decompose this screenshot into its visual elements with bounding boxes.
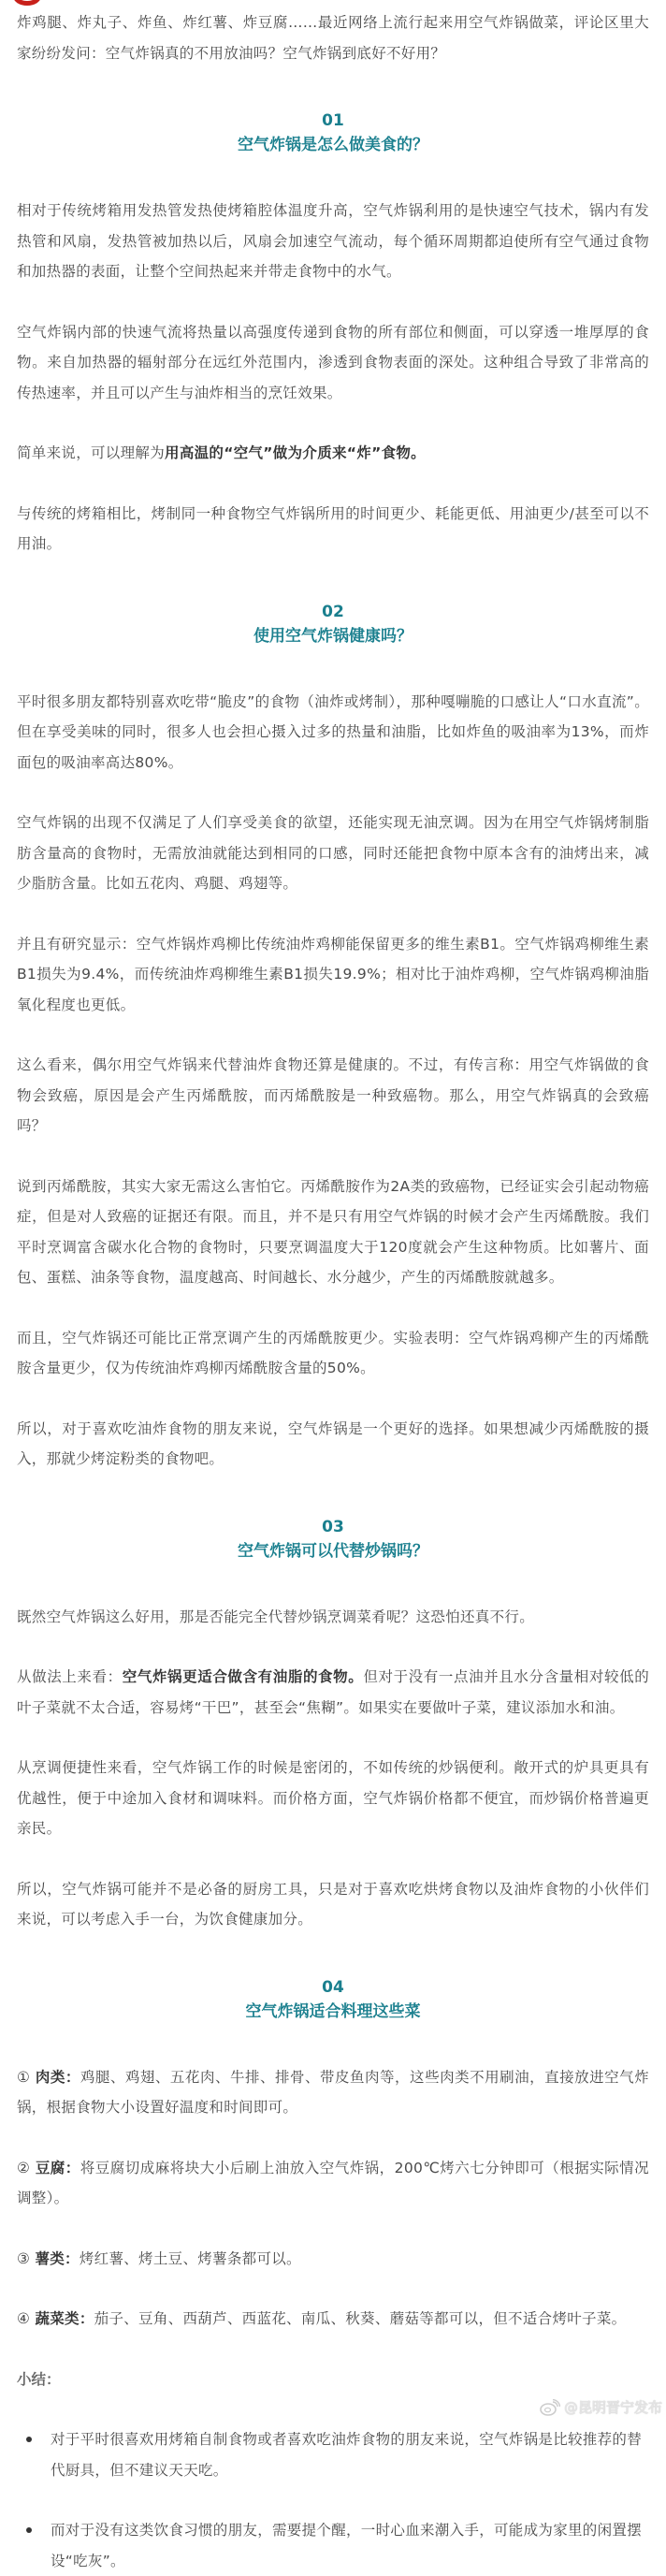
- section-title: 空气炸锅适合料理这些菜: [17, 1999, 649, 2025]
- summary-bullet-item: [17, 2515, 649, 2576]
- food-item-tofu: [17, 2153, 649, 2214]
- section-title: 使用空气炸锅健康吗？: [17, 623, 649, 649]
- paragraph: 所以，对于喜欢吃油炸食物的朋友来说，空气炸锅是一个更好的选择。如果想减少丙烯酰胺的摄入，那就少烤淀粉类的食物吧。: [17, 1414, 649, 1475]
- bold-emphasis: 空气炸锅更适合做含有油脂的食物。: [123, 1668, 364, 1685]
- section-number: 01: [17, 109, 649, 132]
- item-label: 肉类：: [36, 2069, 80, 2086]
- intro-paragraph: 炸鸡腿、炸丸子、炸鱼、炸红薯、炸豆腐……最近网络上流行起来用空气炸锅做菜，评论区里大家纷纷发问：空气炸锅真的不用放油吗？空气炸锅到底好不好用？: [17, 7, 649, 68]
- paragraph: 相对于传统烤箱用发热管发热使烤箱腔体温度升高，空气炸锅利用的是快速空气技术，锅内有发热管和风扇，发热管被加热以后，风扇会加速空气流动，每个循环周期都迫使所有空气通过食物和加热器的表面，让整个空间热起来并带走食物中的水气。: [17, 196, 649, 287]
- section-number: 02: [17, 601, 649, 623]
- item-text: 烤红薯、烤土豆、烤薯条都可以。: [80, 2250, 301, 2267]
- paragraph: 从烹调便捷性来看，空气炸锅工作的时候是密闭的，不如传统的炒锅便利。敞开式的炉具更具有优越性，便于中途加入食材和调味料。而价格方面，空气炸锅价格都不便宜，而炒锅价格普遍更亲民。: [17, 1753, 649, 1844]
- paragraph-simple-explanation: [17, 438, 649, 469]
- section-02: [17, 601, 649, 1475]
- paragraph: 这么看来，偶尔用空气炸锅来代替油炸食物还算是健康的。不过，有传言称：用空气炸锅做的食物会致癌，原因是会产生丙烯酰胺，而丙烯酰胺是一种致癌物。那么，用空气炸锅真的会致癌吗？: [17, 1050, 649, 1142]
- section-number: 03: [17, 1516, 649, 1538]
- paragraph: 并且有研究显示：空气炸锅炸鸡柳比传统油炸鸡柳能保留更多的维生素B1。空气炸锅鸡柳维生素B1损失为9.4%，而传统油炸鸡柳维生素B1损失19.9%；相对比于油炸鸡柳，空气炸锅鸡柳油脂氧化程度也更低。: [17, 929, 649, 1021]
- item-text: 鸡腿、鸡翅、五花肉、牛排、排骨、带皮鱼肉等，这些肉类不用刷油，直接放进空气炸锅，根据食物大小设置好温度和时间即可。: [17, 2069, 649, 2117]
- section-title: 空气炸锅可以代替炒锅吗？: [17, 1538, 649, 1565]
- item-text: 茄子、豆角、西葫芦、西蓝花、南瓜、秋葵、蘑菇等都可以，但不适合烤叶子菜。: [94, 2310, 627, 2327]
- bullet-icon: [26, 2527, 32, 2533]
- summary: [17, 2365, 649, 2576]
- weibo-watermark: [540, 2397, 662, 2417]
- item-marker: ②: [17, 2160, 30, 2176]
- article-body: [17, 7, 649, 2576]
- paragraph: 所以，空气炸锅可能并不是必备的厨房工具，只是对于喜欢吃烘烤食物以及油炸食物的小伙伴们来说，可以考虑入手一台，为饮食健康加分。: [17, 1874, 649, 1935]
- item-label: 蔬菜类：: [35, 2310, 94, 2327]
- item-marker: ④: [17, 2310, 30, 2327]
- bold-emphasis: 用高温的“空气”做为介质来“炸”食物。: [165, 444, 426, 461]
- text-prefix: 简单来说，可以理解为: [17, 444, 165, 461]
- text-rest: 但对于没有一点油并且水分含量相对较低的叶子菜就不太合适，容易烤“干巴”，甚至会“焦糊”。如果实在要做叶子菜，建议添加水和油。: [17, 1668, 649, 1716]
- bullet-text: 而对于没有这类饮食习惯的朋友，需要提个醒，一时心血来潮入手，可能成为家里的闲置摆设“吃灰”。: [51, 2522, 642, 2569]
- section-number: 04: [17, 1976, 649, 1999]
- paragraph: 既然空气炸锅这么好用，那是否能完全代替炒锅烹调菜肴呢？这恐怕还真不行。: [17, 1602, 649, 1633]
- summary-list: [17, 2424, 649, 2576]
- item-marker: ③: [17, 2250, 30, 2267]
- section-01: [17, 109, 649, 560]
- item-text: 将豆腐切成麻将块大小后刷上油放入空气炸锅，200℃烤六七分钟即可（根据实际情况调整）。: [17, 2160, 649, 2207]
- item-marker: ①: [17, 2069, 30, 2086]
- weibo-icon: [540, 2399, 560, 2416]
- section-03: [17, 1516, 649, 1935]
- paragraph: 与传统的烤箱相比，烤制同一种食物空气炸锅所用的时间更少、耗能更低、用油更少/甚至可以不用油。: [17, 499, 649, 560]
- item-label: 豆腐：: [36, 2160, 80, 2176]
- food-item-vegetables: [17, 2304, 649, 2335]
- paragraph: 平时很多朋友都特别喜欢吃带“脆皮”的食物（油炸或烤制），那种嘎嘣脆的口感让人“口水直流”。但在享受美味的同时，很多人也会担心摄入过多的热量和油脂，比如炸鱼的吸油率为13%，而炸面包的吸油率高达80%。: [17, 687, 649, 779]
- food-item-meat: [17, 2062, 649, 2123]
- paragraph-method: [17, 1662, 649, 1723]
- food-item-potato: [17, 2244, 649, 2275]
- paragraph: 而且，空气炸锅还可能比正常烹调产生的丙烯酰胺更少。实验表明：空气炸锅鸡柳产生的丙烯酰胺含量更少，仅为传统油炸鸡柳丙烯酰胺含量的50%。: [17, 1323, 649, 1384]
- bullet-text: 对于平时很喜欢用烤箱自制食物或者喜欢吃油炸食物的朋友来说，空气炸锅是比较推荐的替代厨具，但不建议天天吃。: [51, 2431, 642, 2479]
- watermark-text: @昆明晋宁发布: [564, 2397, 662, 2417]
- text-prefix: 从做法上来看：: [17, 1668, 123, 1685]
- paragraph: 说到丙烯酰胺，其实大家无需这么害怕它。丙烯酰胺作为2A类的致癌物，已经证实会引起动物癌症，但是对人致癌的证据还有限。而且，并不是只有用空气炸锅的时候才会产生丙烯酰胺。我们平时烹调富含碳水化合物的食物时，只要烹调温度大于120度就会产生这种物质。比如薯片、面包、蛋糕、油条等食物，温度越高、时间越长、水分越少，产生的丙烯酰胺就越多。: [17, 1172, 649, 1293]
- item-label: 薯类：: [35, 2250, 79, 2267]
- paragraph: 空气炸锅的出现不仅满足了人们享受美食的欲望，还能实现无油烹调。因为在用空气炸锅烤制脂肪含量高的食物时，无需放油就能达到相同的口感，同时还能把食物中原本含有的油烤出来，减少脂肪含量。比如五花肉、鸡腿、鸡翅等。: [17, 808, 649, 899]
- paragraph: 空气炸锅内部的快速气流将热量以高强度传递到食物的所有部位和侧面，可以穿透一堆厚厚的食物。来自加热器的辐射部分在远红外范围内，渗透到食物表面的深处。这种组合导致了非常高的传热速率，并且可以产生与油炸相当的烹饪效果。: [17, 317, 649, 409]
- section-title: 空气炸锅是怎么做美食的？: [17, 132, 649, 158]
- account-logo: [13, 0, 41, 6]
- bullet-icon: [26, 2437, 32, 2442]
- summary-label: 小结：: [17, 2365, 649, 2395]
- section-04: [17, 1976, 649, 2335]
- summary-bullet-item: [17, 2424, 649, 2485]
